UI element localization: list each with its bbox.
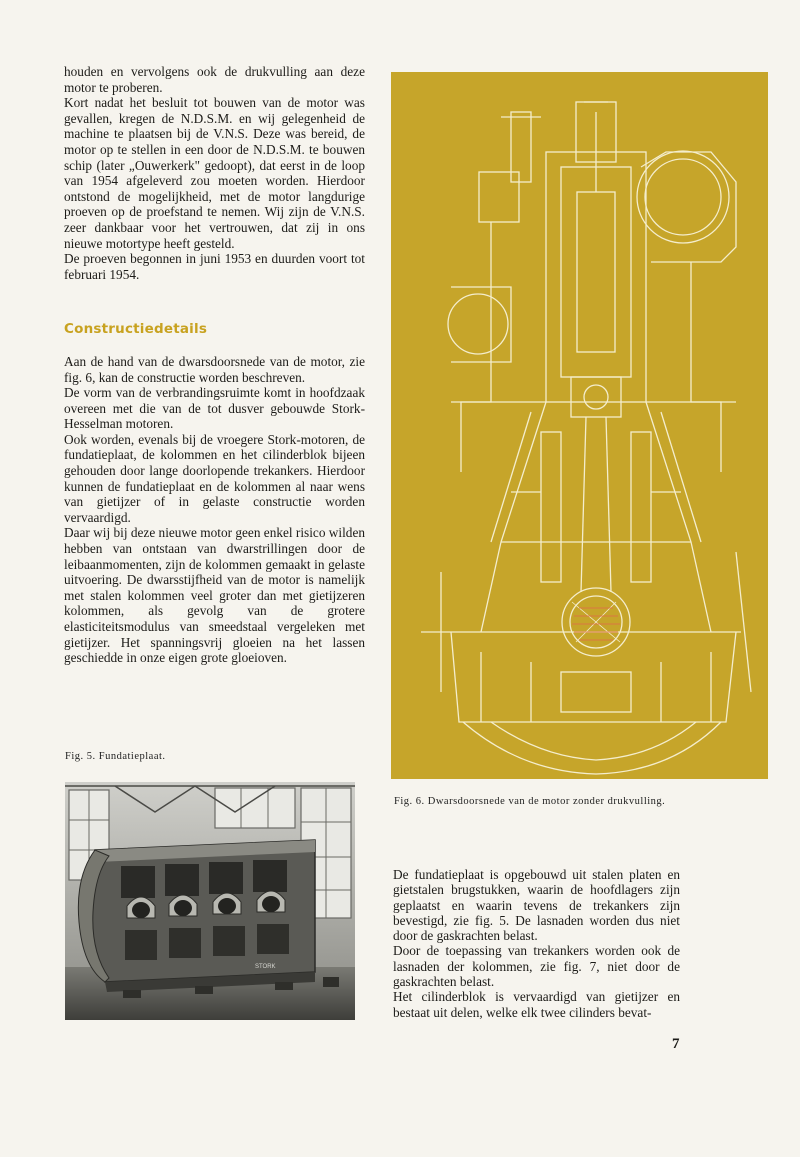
figure-6-caption: Fig. 6. Dwarsdoorsnede van de motor zonder drukvulling. [394,796,666,807]
foundation-plate-photo [65,782,355,1020]
paragraph: Door de toepassing van trekankers worden ook de lasnaden der kolommen, zie fig. 7, niet door de gaskrachten belast. [393,943,680,990]
paragraph: Kort nadat het besluit tot bouwen van de motor was gevallen, kregen de N.D.S.M. en wij gelegenheid de machine te plaatsen bij de V.N.S. Deze was bereid, de motor op te stellen in een door de N.D.S.M. te bouwen schip (later „Ouwerkerk" gedoopt), dat eerst in de loop van 1954 afgeleverd zou moeten worden. Hierdoor ontstond de mogelijkheid, met de motor langdurige proeven op de proefstand te nemen. Wij zijn de V.N.S. zeer dankbaar voor het vertrouwen, dat zij in ons nieuwe motortype heeft gesteld. [64,95,365,251]
paragraph: Het cilinderblok is vervaardigd van gietijzer en bestaat uit delen, welke elk twee cilinders bevat- [393,989,680,1020]
paragraph: De vorm van de verbrandingsruimte komt in hoofdzaak overeen met die van de tot dusver gebouwde Stork-Hesselman motoren. [64,385,365,432]
paragraph: Aan de hand van de dwarsdoorsnede van de motor, zie fig. 6, kan de constructie worden beschreven. [64,353,365,385]
foundation-plate-lettering: STORK [255,964,276,970]
paragraph: Ook worden, evenals bij de vroegere Stork-motoren, de fundatieplaat, de kolommen en het cilinderblok bijeen gehouden door lange doorlopende trekankers. Hierdoor kunnen de fundatieplaat en de kolommen al naar wens van gietijzer of in gelaste constructie worden vervaardigd. [64,431,365,525]
paragraph: houden en vervolgens ook de drukvulling aan deze motor te proberen. [64,64,365,95]
engine-cross-section-diagram [391,72,768,779]
paragraph: De proeven begonnen in juni 1953 en duurden voort tot februari 1954. [64,251,365,282]
engine-cross-section-drawing [391,72,768,779]
right-text-column [393,867,680,1020]
left-text-column [64,64,365,666]
section-heading: Constructiedetails [64,321,208,338]
foundation-plate-illustration [65,782,355,1020]
page-number: 7 [672,1036,680,1052]
paragraph: Daar wij bij deze nieuwe motor geen enkel risico wilden hebben van ontstaan van dwarstrillingen door de leibaanmomenten, zijn de kolommen gemaakt in gelaste uitvoering. De dwarsstijfheid van de motor is namelijk met stalen kolommen veel groter dan met gietijzeren kolommen, als gevolg van de grotere elasticiteitsmodulus van smeedstaal vergeleken met gietijzer. Het spanningsvrij gloeien na het lassen geschiedde in onze eigen grote gloeioven. [64,525,365,666]
figure-5-caption: Fig. 5. Fundatieplaat. [65,751,166,762]
paragraph: De fundatieplaat is opgebouwd uit stalen platen en gietstalen brugstukken, waarin de hoofdlagers zijn geplaatst en waarin tevens de trekankers zijn bevestigd, zie fig. 5. De lasnaden worden dus niet door de gaskrachten belast. [393,867,680,944]
